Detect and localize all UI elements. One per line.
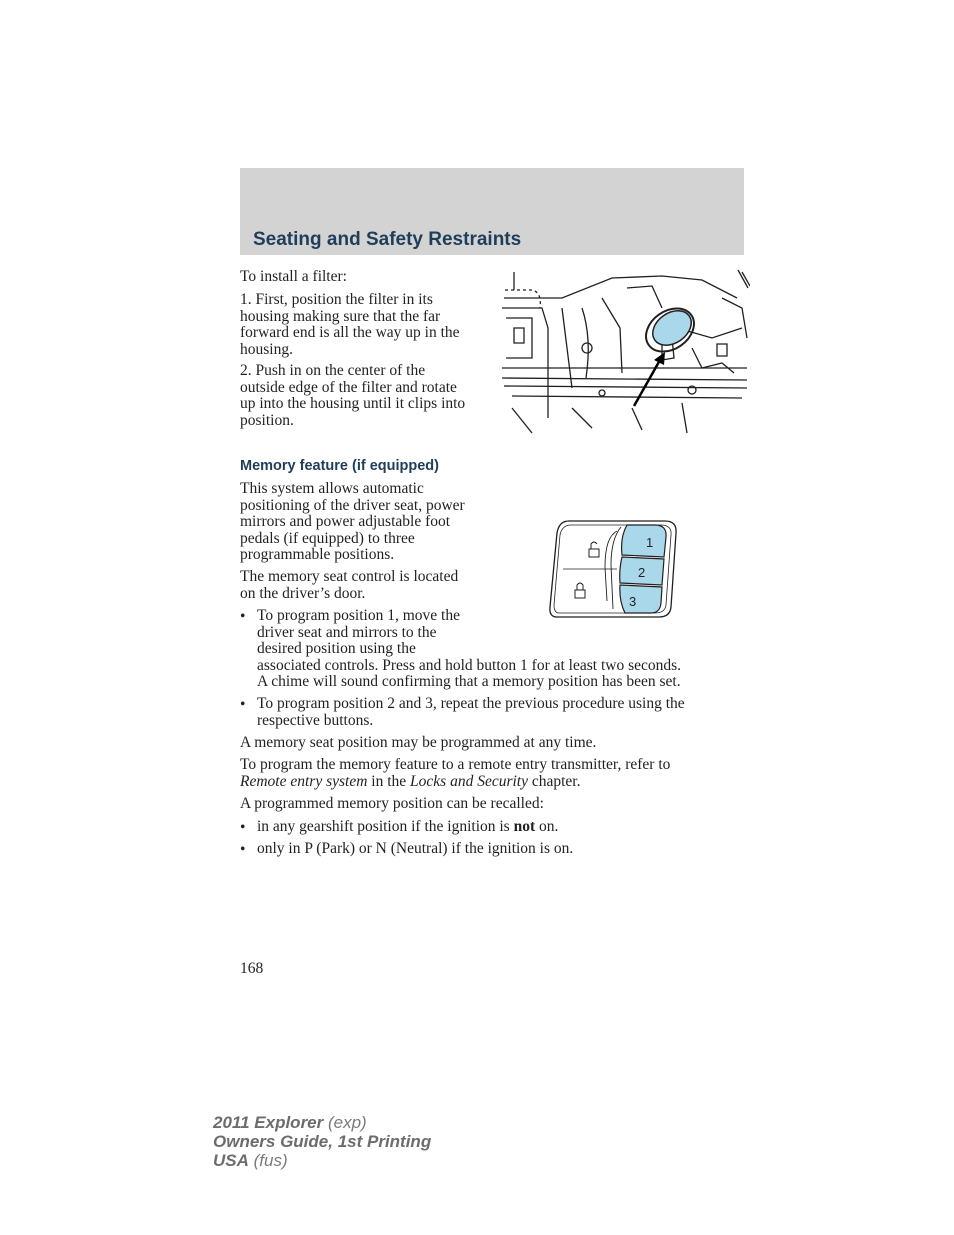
text-span: in any gearshift position if the ignition is <box>257 818 514 835</box>
memory-button-1-label: 1 <box>646 535 654 550</box>
page-title: Seating and Safety Restraints <box>253 229 522 250</box>
text-line: To program the memory feature to a remote entry transmitter, refer to <box>240 756 671 773</box>
text-span: chapter. <box>527 772 581 790</box>
text-line: A chime will sound confirming that a memory position has been set. <box>257 673 681 690</box>
remote-entry-reference: Remote entry system <box>240 772 368 790</box>
memory-button-2-label: 2 <box>638 565 646 580</box>
footer-market: USA <box>213 1151 249 1170</box>
text-line: programmable positions. <box>240 546 395 563</box>
text-line: pedals (if equipped) to three <box>240 529 415 547</box>
text-line: housing. <box>240 340 293 358</box>
footer-line-3 <box>213 1151 431 1170</box>
text-line: mirrors and power adjustable foot <box>240 513 451 530</box>
text-line: The memory seat control is located <box>240 568 459 585</box>
text-line: position. <box>240 411 294 429</box>
cabin-filter-illustration <box>502 268 750 436</box>
text-line: outside edge of the filter and rotate <box>240 378 457 396</box>
footer <box>213 1113 431 1170</box>
bullet: • <box>240 819 246 836</box>
text-span: in the <box>367 772 411 790</box>
footer-code: (exp) <box>323 1113 367 1132</box>
text-line: associated controls. Press and hold button 1 for at least two seconds. <box>257 656 682 674</box>
memory-button-1 <box>622 525 667 557</box>
text-line: desired position using the <box>257 640 416 657</box>
text-line: on the driver’s door. <box>240 584 366 602</box>
bullet: • <box>240 608 246 625</box>
footer-printing: Owners Guide, 1st Printing <box>213 1132 432 1151</box>
bullet-program-position-2-3 <box>257 696 685 729</box>
text-line: 1. First, position the filter in its <box>240 291 433 308</box>
memory-seat-control-illustration <box>547 517 679 621</box>
text-line: To program position 1, move the <box>257 607 460 624</box>
text-line: To program position 2 and 3, repeat the previous procedure using the <box>257 695 685 712</box>
memory-para-4 <box>240 757 670 790</box>
install-intro: To install a filter: <box>240 268 347 285</box>
text-line: driver seat and mirrors to the <box>257 623 437 641</box>
text-line: 2. Push in on the center of the <box>240 362 426 379</box>
memory-para-2 <box>240 569 458 602</box>
text-line: forward end is all the way up in the <box>240 324 460 341</box>
text-line: housing making sure that the far <box>240 307 441 325</box>
footer-market-code: (fus) <box>248 1151 288 1170</box>
footer-line-2 <box>213 1132 431 1151</box>
text-line: This system allows automatic <box>240 480 424 497</box>
bullet: • <box>240 841 246 858</box>
locks-security-reference: Locks and Security <box>410 772 528 790</box>
install-step-1 <box>240 292 460 358</box>
recall-condition-2: only in P (Park) or N (Neutral) if the ignition is on. <box>257 840 574 857</box>
text-line <box>240 774 670 791</box>
text-line: respective buttons. <box>257 711 374 729</box>
emphasis-not: not <box>513 818 536 835</box>
memory-para-3: A memory seat position may be programmed at any time. <box>240 734 597 751</box>
bullet: • <box>240 696 246 713</box>
memory-button-3-label: 3 <box>629 594 637 609</box>
text-span: on. <box>535 818 559 835</box>
memory-para-1 <box>240 481 465 564</box>
bullet-program-position-1 <box>257 608 681 691</box>
install-step-2 <box>240 363 465 429</box>
section-heading: Memory feature (if equipped) <box>240 458 439 474</box>
text-line: positioning of the driver seat, power <box>240 496 465 514</box>
page-number: 168 <box>240 960 264 977</box>
memory-para-5: A programmed memory position can be recalled: <box>240 795 544 812</box>
recall-condition-1 <box>257 819 558 836</box>
footer-model: 2011 Explorer <box>213 1113 324 1132</box>
footer-line-1 <box>213 1113 431 1132</box>
text-line: up into the housing until it clips into <box>240 395 466 412</box>
